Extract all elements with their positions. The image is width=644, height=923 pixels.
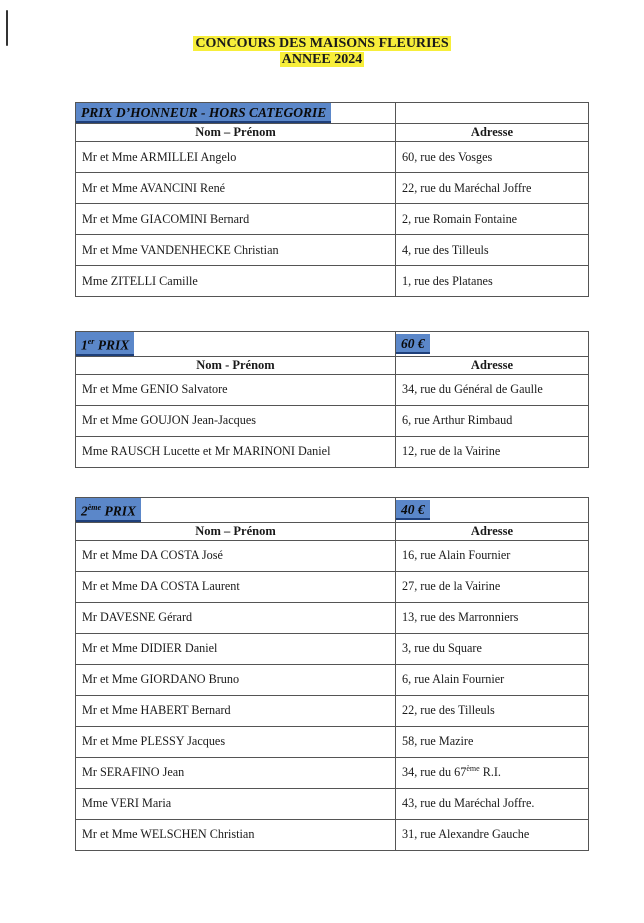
column-header-name: Nom – Prénom — [76, 522, 396, 540]
winner-name: Mr et Mme GENIO Salvatore — [76, 374, 396, 405]
table-row — [76, 726, 589, 757]
winner-name: Mme RAUSCH Lucette et Mr MARINONI Daniel — [76, 436, 396, 467]
winner-address: 6, rue Arthur Rimbaud — [396, 405, 589, 436]
winner-address: 1, rue des Platanes — [396, 266, 589, 297]
amount-cell — [396, 103, 589, 124]
winner-address: 12, rue de la Vairine — [396, 436, 589, 467]
winner-name: Mr DAVESNE Gérard — [76, 602, 396, 633]
table-row — [76, 602, 589, 633]
table-row — [76, 633, 589, 664]
winner-address: 3, rue du Square — [396, 633, 589, 664]
category-cell — [76, 332, 396, 357]
winner-name: Mr et Mme DA COSTA Laurent — [76, 571, 396, 602]
amount-cell — [396, 498, 589, 523]
winner-address: 13, rue des Marronniers — [396, 602, 589, 633]
second-prize-table — [75, 497, 589, 851]
winner-address: 6, rue Alain Fournier — [396, 664, 589, 695]
title-line-1: CONCOURS DES MAISONS FLEURIES — [195, 36, 449, 51]
winner-name: Mr et Mme HABERT Bernard — [76, 695, 396, 726]
table-row — [76, 436, 589, 467]
winner-name: Mr et Mme ARMILLEI Angelo — [76, 142, 396, 173]
table-row — [76, 695, 589, 726]
winner-address: 34, rue du 67ème R.I. — [396, 757, 589, 788]
winner-address: 43, rue du Maréchal Joffre. — [396, 788, 589, 819]
table-row — [76, 664, 589, 695]
amount-cell — [396, 332, 589, 357]
winner-address: 22, rue du Maréchal Joffre — [396, 173, 589, 204]
title-line-2: ANNEE 2024 — [281, 52, 363, 67]
prize-amount: 40 € — [396, 500, 430, 520]
category-cell — [76, 103, 396, 124]
column-header-name: Nom - Prénom — [76, 356, 396, 374]
category-label: PRIX D’HONNEUR - HORS CATEGORIE — [76, 103, 331, 123]
table-row — [76, 173, 589, 204]
table-row — [76, 819, 589, 850]
winner-name: Mr et Mme DA COSTA José — [76, 540, 396, 571]
table-row — [76, 571, 589, 602]
winner-name: Mr et Mme GIORDANO Bruno — [76, 664, 396, 695]
winner-name: Mr et Mme PLESSY Jacques — [76, 726, 396, 757]
table-row — [76, 405, 589, 436]
category-label: 2ème PRIX — [76, 498, 141, 522]
category-label: 1er PRIX — [76, 332, 134, 356]
winner-name: Mr et Mme DIDIER Daniel — [76, 633, 396, 664]
honor-prize-table — [75, 102, 589, 297]
winner-address: 22, rue des Tilleuls — [396, 695, 589, 726]
table-row — [76, 788, 589, 819]
table-row — [76, 142, 589, 173]
winner-address: 34, rue du Général de Gaulle — [396, 374, 589, 405]
category-cell — [76, 498, 396, 523]
document-title — [0, 36, 644, 68]
table-row — [76, 235, 589, 266]
prize-amount: 60 € — [396, 334, 430, 354]
winner-address: 31, rue Alexandre Gauche — [396, 819, 589, 850]
table-row — [76, 540, 589, 571]
table-row — [76, 374, 589, 405]
winner-address: 58, rue Mazire — [396, 726, 589, 757]
winner-name: Mr et Mme WELSCHEN Christian — [76, 819, 396, 850]
column-header-address: Adresse — [396, 124, 589, 142]
winner-name: Mr SERAFINO Jean — [76, 757, 396, 788]
winner-address: 16, rue Alain Fournier — [396, 540, 589, 571]
winner-name: Mme VERI Maria — [76, 788, 396, 819]
table-row — [76, 204, 589, 235]
column-header-address: Adresse — [396, 522, 589, 540]
winner-name: Mme ZITELLI Camille — [76, 266, 396, 297]
column-header-address: Adresse — [396, 356, 589, 374]
winner-name: Mr et Mme GOUJON Jean-Jacques — [76, 405, 396, 436]
winner-address: 27, rue de la Vairine — [396, 571, 589, 602]
table-row — [76, 757, 589, 788]
winner-address: 60, rue des Vosges — [396, 142, 589, 173]
winner-address: 2, rue Romain Fontaine — [396, 204, 589, 235]
first-prize-table — [75, 331, 589, 468]
winner-name: Mr et Mme GIACOMINI Bernard — [76, 204, 396, 235]
winner-address: 4, rue des Tilleuls — [396, 235, 589, 266]
winner-name: Mr et Mme AVANCINI René — [76, 173, 396, 204]
winner-name: Mr et Mme VANDENHECKE Christian — [76, 235, 396, 266]
column-header-name: Nom – Prénom — [76, 124, 396, 142]
table-row — [76, 266, 589, 297]
